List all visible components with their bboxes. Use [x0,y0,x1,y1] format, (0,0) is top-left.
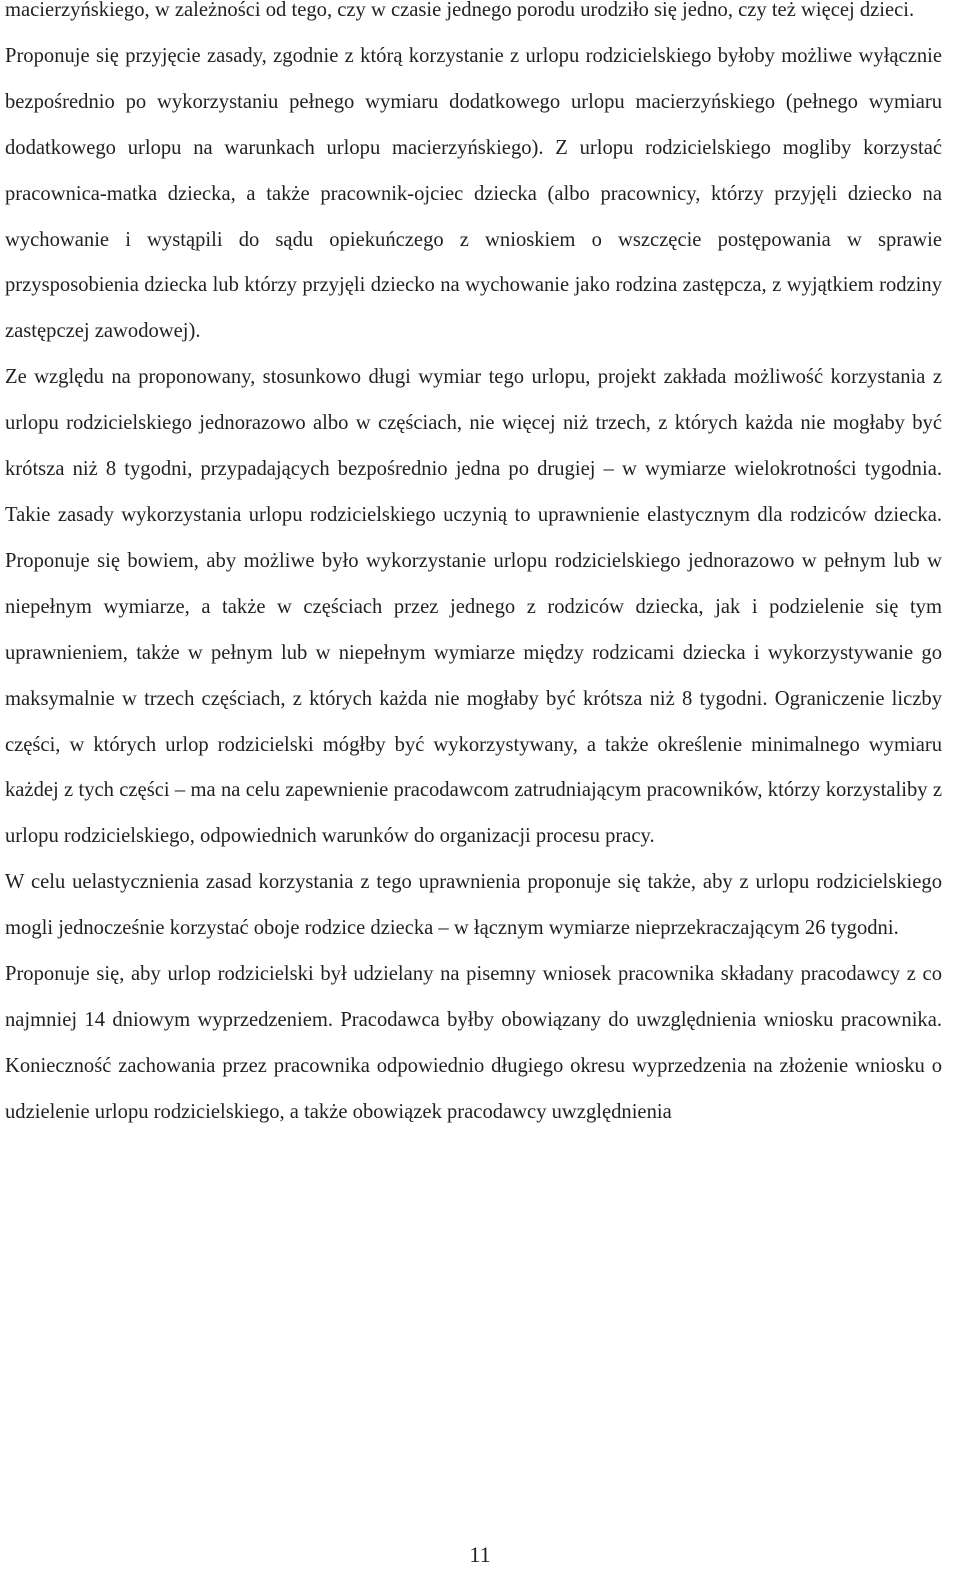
page-number: 11 [469,1542,491,1567]
paragraph-1: macierzyńskiego, w zależności od tego, czy w czasie jednego porodu urodziło się jedno, czy też więcej dzieci. [5,0,915,21]
document-page [5,0,942,1136]
paragraph-4: W celu uelastycznienia zasad korzystania z tego uprawnienia proponuje się także, aby z urlopu rodzicielskiego mogli jednocześnie korzystać oboje rodzice dziecka – w łącznym wymiarze nieprzekraczającym 26 tygodni. [5,871,942,940]
paragraph-5: Proponuje się, aby urlop rodzicielski był udzielany na pisemny wniosek pracownika składany pracodawcy z co najmniej 14 dniowym wyprzedzeniem. Pracodawca byłby obowiązany do uwzględnienia wniosku pracownika. Konieczność zachowania przez pracownika odpowiednio długiego okresu wyprzedzenia na złożenie wniosku o udzielenie urlopu rodzicielskiego, a także obowiązek pracodawcy uwzględnienia [5,963,942,1123]
paragraph-2: Proponuje się przyjęcie zasady, zgodnie z którą korzystanie z urlopu rodzicielskiego byłoby możliwe wyłącznie bezpośrednio po wykorzystaniu pełnego wymiaru dodatkowego urlopu macierzyńskiego (pełnego wymiaru dodatkowego urlopu na warunkach urlopu macierzyńskiego). Z urlopu rodzicielskiego mogliby korzystać pracownica-matka dziecka, a także pracownik-ojciec dziecka (albo pracownicy, którzy przyjęli dziecko na wychowanie i wystąpili do sądu opiekuńczego z wnioskiem o wszczęcie postępowania w sprawie przysposobienia dziecka lub którzy przyjęli dziecko na wychowanie jako rodzina zastępcza, z wyjątkiem rodziny zastępczej zawodowej). [5,44,942,343]
paragraph-3: Ze względu na proponowany, stosunkowo długi wymiar tego urlopu, projekt zakłada możliwość korzystania z urlopu rodzicielskiego jednorazowo albo w częściach, nie więcej niż trzech, z których każda nie mogłaby być krótsza niż 8 tygodni, przypadających bezpośrednio jedna po drugiej – w wymiarze wielokrotności tygodnia. Takie zasady wykorzystania urlopu rodzicielskiego uczynią to uprawnienie elastycznym dla rodziców dziecka. Proponuje się bowiem, aby możliwe było wykorzystanie urlopu rodzicielskiego jednorazowo w pełnym lub w niepełnym wymiarze, a także w częściach przez jednego z rodziców dziecka, jak i podzielenie się tym uprawnieniem, także w pełnym lub w niepełnym wymiarze między rodzicami dziecka i wykorzystywanie go maksymalnie w trzech częściach, z których każda nie mogłaby być krótsza niż 8 tygodni. Ograniczenie liczby części, w których urlop rodzicielski mógłby być wykorzystywany, a także określenie minimalnego wymiaru każdej z tych części – ma na celu zapewnienie pracodawcom zatrudniającym pracowników, którzy korzystaliby z urlopu rodzicielskiego, odpowiednich warunków do organizacji procesu pracy. [5,366,942,848]
